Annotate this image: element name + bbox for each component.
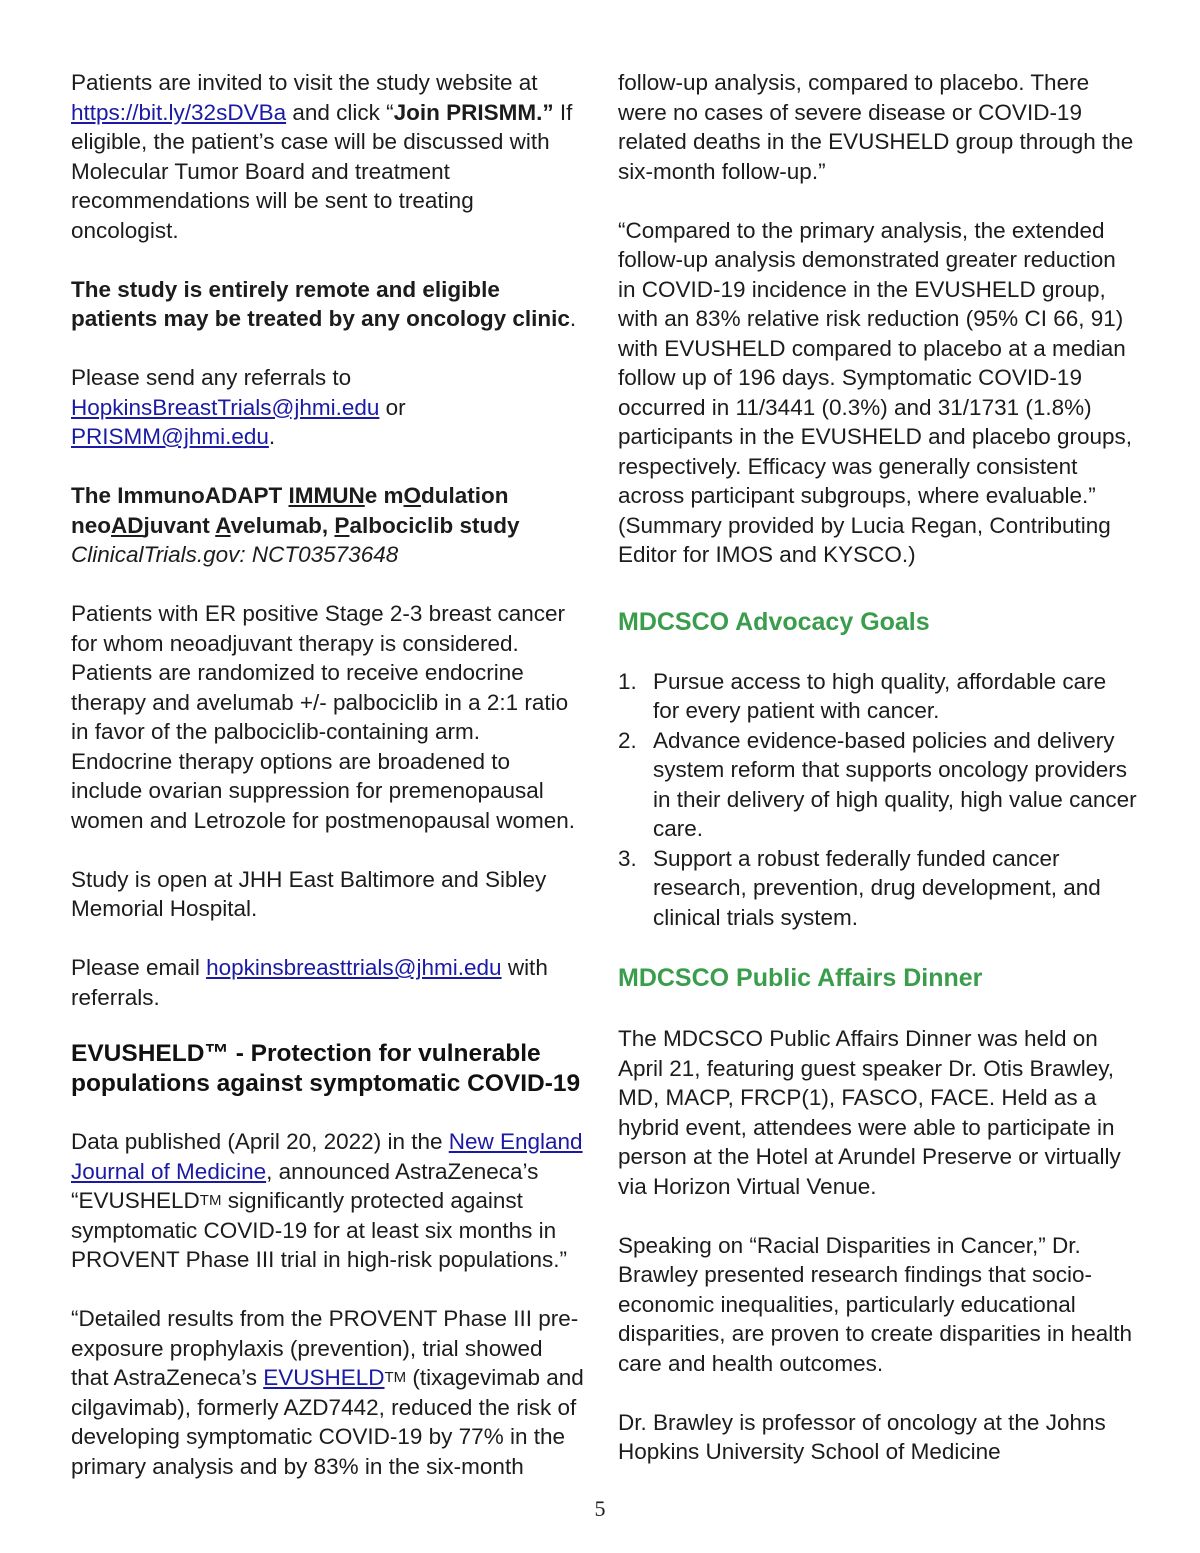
nejm-link[interactable]: New England Journal of Medicine <box>71 1129 583 1184</box>
dinner-paragraph-3: Dr. Brawley is professor of oncology at the Johns Hopkins University School of Medicine <box>618 1409 1106 1464</box>
text: If eligible, the patient’s case will be discussed with Molecular Tumor Board and treatment recommendations will be sent to treating oncologist. <box>71 99 573 243</box>
text: Data published (April 20, 2022) in the <box>71 1129 449 1154</box>
t: IMMUN <box>288 483 365 508</box>
study-website-link[interactable]: https://bit.ly/32sDVBa <box>71 99 287 125</box>
text: and click “ <box>286 99 394 125</box>
immunoadapt-description: Patients with ER positive Stage 2-3 breast cancer for whom neoadjuvant therapy is considered. Patients are randomized to receive endocrine therapy and avelumab +/- palbociclib in a 2:1 ratio in favor of the palbociclib-containing arm. Endocrine therapy options are broadened to include ovarian suppression for premenopausal women and Letrozole for postmenopausal women. <box>71 601 576 833</box>
list-text: Support a robust federally funded cancer research, prevention, drug development, and clinical trials system. <box>653 845 1101 930</box>
prismm-referrals <box>71 363 586 452</box>
page-number: 5 <box>594 1496 606 1521</box>
t: A <box>215 512 231 538</box>
evusheld-heading: EVUSHELD™ - Protection for vulnerable populations against symptomatic COVID-19 <box>71 1040 581 1097</box>
evusheld-paragraph-1 <box>71 1127 586 1275</box>
left-column <box>71 68 586 1481</box>
t: The ImmunoADAPT <box>71 483 289 508</box>
text: (tixagevimab and cilgavimab), formerly AZD7442, reduced the risk of developing symptomatic COVID-19 by 77% in the primary analysis and by 83% in the six-month <box>71 1365 584 1479</box>
text: Patients are invited to visit the study website at <box>71 70 538 95</box>
immunoadapt-title <box>71 481 586 540</box>
t: AD <box>111 512 144 538</box>
t: albociclib study <box>349 512 520 538</box>
text: or <box>379 394 406 420</box>
public-affairs-dinner-heading: MDCSCO Public Affairs Dinner <box>618 964 983 992</box>
evusheld-link[interactable]: EVUSHELD <box>263 1365 385 1390</box>
list-number: 2. <box>618 727 637 753</box>
t: P <box>334 512 350 538</box>
list-text: Pursue access to high quality, affordable care for every patient with cancer. <box>653 668 1107 723</box>
evusheld-continued-2: “Compared to the primary analysis, the extended follow-up analysis demonstrated greater reduction in COVID-19 incidence in the EVUSHELD group, with an 83% relative risk reduction (95% CI 66, 91) with EVUSHELD compared to placebo at a median follow up of 196 days. Symptomatic COVID-19 occurred in 11/3441 (0.3%) and 31/1731 (1.8%) participants in the EVUSHELD and placebo groups, respectively. Efficacy was generally consistent across participant subgroups, where evaluable.” (Summary provided by Lucia Regan, Contributing Editor for IMOS and KYSCO.) <box>618 217 1133 567</box>
list-item <box>618 667 1138 726</box>
evusheld-paragraph-2 <box>71 1304 586 1481</box>
text: , announced AstraZeneca’s “EVUSHELD <box>71 1158 539 1213</box>
prismm-email-link[interactable]: PRISMM@jhmi.edu <box>71 424 269 449</box>
list-item <box>618 844 1138 933</box>
advocacy-goals-list <box>618 667 1138 933</box>
t: dulation neo <box>71 483 509 538</box>
text: . <box>569 306 577 331</box>
list-text: Advance evidence-based policies and delivery system reform that supports oncology providers in their delivery of high quality, high value cancer care. <box>653 727 1137 841</box>
hopkins-breast-trials-email-link-2[interactable]: hopkinsbreasttrials@jhmi.edu <box>206 955 502 980</box>
join-prismm-emphasis: Join PRISMM.” <box>393 99 554 125</box>
immunoadapt-referrals <box>71 953 586 1012</box>
t: juvant <box>143 512 216 538</box>
text: . <box>268 424 276 449</box>
immunoadapt-registry: ClinicalTrials.gov: NCT03573648 <box>71 542 399 567</box>
list-item <box>618 726 1138 844</box>
right-column <box>618 68 1138 1467</box>
t: O <box>403 483 422 508</box>
advocacy-goals-heading: MDCSCO Advocacy Goals <box>618 607 930 636</box>
t: velumab, <box>230 512 335 538</box>
list-number: 1. <box>618 668 637 694</box>
immunoadapt-sites: Study is open at JHH East Baltimore and Sibley Memorial Hospital. <box>71 866 547 921</box>
bold-text: The study is entirely remote and eligible patients may be treated by any oncology clinic <box>71 276 570 331</box>
trademark-mark: TM <box>384 1369 407 1386</box>
trademark-mark: TM <box>199 1192 222 1209</box>
hopkins-breast-trials-email-link[interactable]: HopkinsBreastTrials@jhmi.edu <box>71 394 380 420</box>
text: Please send any referrals to <box>71 365 352 390</box>
text: with referrals. <box>71 955 548 1010</box>
prismm-instructions <box>71 68 586 245</box>
list-number: 3. <box>618 845 637 871</box>
dinner-paragraph-1: The MDCSCO Public Affairs Dinner was held on April 21, featuring guest speaker Dr. Otis Brawley, MD, MACP, FRCP(1), FASCO, FACE. Held as a hybrid event, attendees were able to participate in person at the Hotel at Arundel Preserve or virtually via Horizon Virtual Venue. <box>618 1026 1121 1199</box>
prismm-remote-note <box>71 275 586 334</box>
text: significantly protected against symptomatic COVID-19 for at least six months in PROVENT Phase III trial in high-risk populations.” <box>71 1188 568 1272</box>
t: e m <box>364 483 404 508</box>
text: Please email <box>71 955 207 980</box>
evusheld-continued-1: follow-up analysis, compared to placebo. There were no cases of severe disease or COVID-19 related deaths in the EVUSHELD group through the six-month follow-up.” <box>618 70 1134 184</box>
dinner-paragraph-2: Speaking on “Racial Disparities in Cancer,” Dr. Brawley presented research findings that socio-economic inequalities, particularly educational disparities, are proven to create disparities in health care and health outcomes. <box>618 1232 1133 1376</box>
text: “Detailed results from the PROVENT Phase III pre-exposure prophylaxis (prevention), trial showed that AstraZeneca’s <box>71 1306 579 1390</box>
